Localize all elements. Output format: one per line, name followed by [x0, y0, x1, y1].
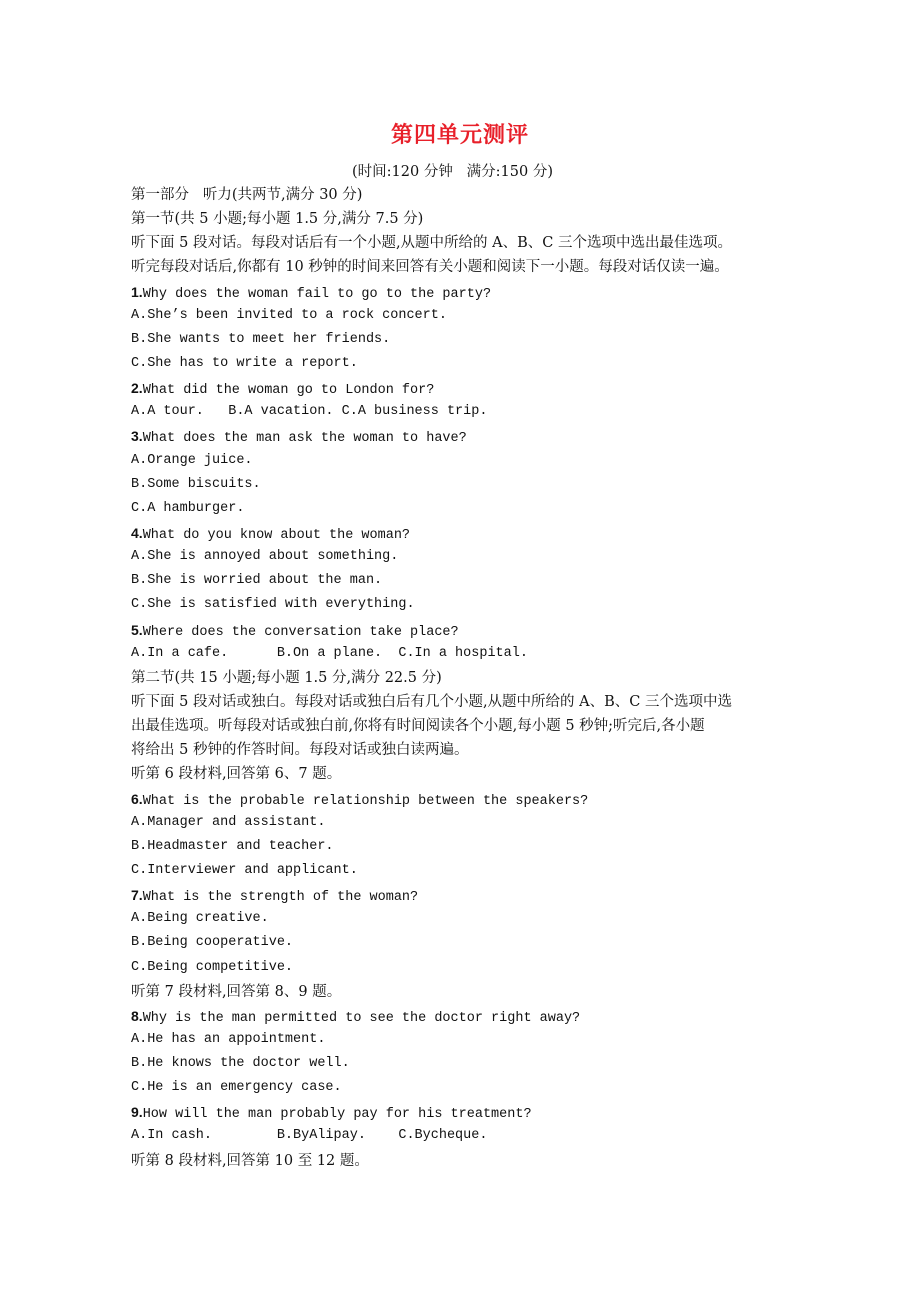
question-text: What did the woman go to London for?: [142, 383, 435, 399]
instruction-line: 听下面 5 段对话。每段对话后有一个小题,从题中所给的 A、B、C 三个选项中选出最佳选项。: [131, 235, 732, 252]
answer-options: A.Manager and assistant.: [131, 814, 326, 830]
document-title: 第四单元测评: [390, 122, 529, 148]
question: [131, 787, 811, 811]
question: [131, 618, 811, 642]
answer-options: A.A tour. B.A vacation. C.A business trip.: [131, 404, 488, 420]
instruction-line: 听第 8 段材料,回答第 10 至 12 题。: [131, 1152, 369, 1169]
instruction-line: 第一部分 听力(共两节,满分 30 分): [131, 187, 363, 203]
question: [131, 280, 811, 304]
instruction-line: 出最佳选项。听每段对话或独白前,你将有时间阅读各个小题,每小题 5 秒钟;听完后,各小题: [131, 718, 705, 735]
question-text: Where does the conversation take place?: [142, 624, 459, 640]
question-number: 1.: [131, 283, 143, 300]
question-number: 4.: [131, 524, 143, 541]
answer-options: B.She is worried about the man.: [131, 573, 383, 589]
question-number: 5.: [131, 621, 143, 638]
answer-options: A.Orange juice.: [131, 452, 253, 468]
document-body: [131, 183, 811, 1173]
answer-options: C.She has to write a report.: [131, 355, 358, 371]
question-number: 7.: [131, 887, 143, 904]
answer-options: A.He has an appointment.: [131, 1031, 326, 1047]
question: [131, 1004, 811, 1028]
question-number: 3.: [131, 428, 143, 445]
question: [131, 521, 811, 545]
answer-options: A.Being creative.: [131, 911, 269, 927]
instruction-line: 听下面 5 段对话或独白。每段对话或独白后有几个小题,从题中所给的 A、B、C 三个选项中选: [131, 693, 732, 710]
question: [131, 1100, 811, 1124]
instruction-line: 听完每段对话后,你都有 10 秒钟的时间来回答有关小题和阅读下一小题。每段对话仅读一遍。: [131, 259, 729, 276]
question-text: What is the probable relationship between the speakers?: [142, 793, 589, 809]
answer-options: C.She is satisfied with everything.: [131, 597, 415, 613]
answer-options: C.Being competitive.: [131, 959, 294, 975]
exam-time-and-score: (时间:120 分钟 满分:150 分): [352, 164, 553, 180]
answer-options: B.She wants to meet her friends.: [131, 331, 391, 347]
answer-options: A.In cash. B.ByAlipay. C.Bycheque.: [131, 1128, 488, 1144]
question-text: What is the strength of the woman?: [142, 890, 419, 906]
question: [131, 376, 811, 400]
question-number: 8.: [131, 1007, 143, 1024]
question-text: Why is the man permitted to see the doctor right away?: [142, 1010, 581, 1026]
question-text: How will the man probably pay for his treatment?: [142, 1107, 532, 1123]
question-number: 9.: [131, 1104, 143, 1121]
answer-options: B.Some biscuits.: [131, 476, 261, 492]
instruction-line: 第一节(共 5 小题;每小题 1.5 分,满分 7.5 分): [131, 211, 424, 228]
answer-options: A.In a cafe. B.On a plane. C.In a hospital.: [131, 645, 528, 661]
question-text: What do you know about the woman?: [142, 527, 411, 543]
question-text: Why does the woman fail to go to the party?: [142, 286, 492, 302]
instruction-line: 听第 6 段材料,回答第 6、7 题。: [131, 766, 342, 783]
question-number: 6.: [131, 790, 143, 807]
answer-options: A.She is annoyed about something.: [131, 549, 399, 565]
question: [131, 883, 811, 907]
question-number: 2.: [131, 380, 143, 397]
question-text: What does the man ask the woman to have?: [142, 431, 467, 447]
instruction-line: 将给出 5 秒钟的作答时间。每段对话或独白读两遍。: [131, 742, 469, 759]
answer-options: C.A hamburger.: [131, 500, 245, 516]
answer-options: A.She’s been invited to a rock concert.: [131, 307, 447, 323]
answer-options: B.Headmaster and teacher.: [131, 838, 334, 854]
question: [131, 424, 811, 448]
answer-options: B.Being cooperative.: [131, 935, 294, 951]
answer-options: B.He knows the doctor well.: [131, 1056, 350, 1072]
instruction-line: 听第 7 段材料,回答第 8、9 题。: [131, 983, 342, 1000]
answer-options: C.Interviewer and applicant.: [131, 862, 358, 878]
answer-options: C.He is an emergency case.: [131, 1080, 342, 1096]
instruction-line: 第二节(共 15 小题;每小题 1.5 分,满分 22.5 分): [131, 669, 442, 686]
